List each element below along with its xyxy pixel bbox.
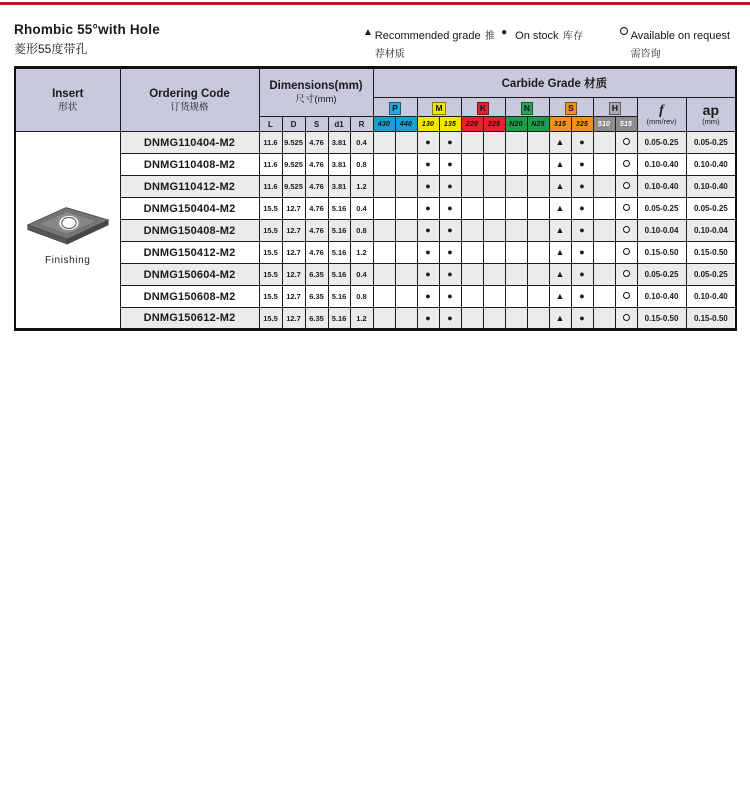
grade-mark-cell <box>549 220 571 242</box>
dimension-value-cell: 4.76 <box>305 154 328 176</box>
table-row <box>15 308 736 330</box>
grade-mark-cell <box>549 154 571 176</box>
grade-mark-cell <box>395 264 417 286</box>
grade-col-header: 325 <box>571 117 593 132</box>
grade-mark-cell <box>527 198 549 220</box>
grade-mark-cell <box>373 308 395 330</box>
dimension-value-cell: 15.5 <box>259 220 282 242</box>
top-accent-bar <box>0 2 750 5</box>
available-ring-icon <box>623 270 630 277</box>
grade-mark-cell <box>439 264 461 286</box>
grade-mark-cell <box>527 286 549 308</box>
feed-range-cell: 0.15-0.50 <box>637 308 686 330</box>
grade-mark-cell <box>615 220 637 242</box>
depth-range-cell: 0.05-0.25 <box>686 264 736 286</box>
on-stock-dot-icon: ● <box>579 269 585 279</box>
dimension-value-cell: 12.7 <box>282 286 305 308</box>
dimension-value-cell: 9.525 <box>282 154 305 176</box>
grade-mark-cell <box>571 220 593 242</box>
table-row <box>15 154 736 176</box>
grade-mark-cell <box>505 242 527 264</box>
grade-mark-cell <box>417 242 439 264</box>
grade-group-header-M <box>417 98 461 117</box>
grade-mark-cell <box>373 286 395 308</box>
grade-mark-cell <box>461 242 483 264</box>
title-block <box>14 22 160 57</box>
grade-mark-cell <box>483 220 505 242</box>
legend-label-zh: 需咨询 <box>630 49 661 60</box>
on-stock-dot-icon: ● <box>447 203 453 213</box>
grade-mark-cell <box>373 154 395 176</box>
col-header-dimensions: Dimensions(mm) 尺寸(mm) <box>259 68 373 117</box>
legend-item-on-stock <box>501 26 619 62</box>
grade-mark-cell <box>615 286 637 308</box>
on-stock-dot-icon: ● <box>425 312 431 323</box>
grade-mark-cell <box>527 220 549 242</box>
dimension-value-cell: 0.8 <box>350 154 373 176</box>
available-ring-icon <box>623 292 630 299</box>
grade-col-header: 515 <box>615 117 637 132</box>
grade-mark-cell <box>571 264 593 286</box>
dimension-value-cell: 5.16 <box>328 198 350 220</box>
on-stock-dot-icon: ● <box>425 203 431 213</box>
grade-letter-chip: M <box>432 102 445 115</box>
available-ring-icon <box>623 138 630 145</box>
dimension-value-cell: 15.5 <box>259 198 282 220</box>
dimension-value-cell: 12.7 <box>282 242 305 264</box>
grade-mark-cell <box>593 264 615 286</box>
grade-mark-cell <box>549 176 571 198</box>
grade-mark-cell <box>615 176 637 198</box>
feed-range-cell: 0.10-0.04 <box>637 220 686 242</box>
dimension-value-cell: 6.35 <box>305 264 328 286</box>
ordering-code-cell: DNMG150608-M2 <box>120 286 259 308</box>
ordering-code-cell: DNMG110404-M2 <box>120 132 259 154</box>
dimension-value-cell: 9.525 <box>282 132 305 154</box>
dimension-value-cell: 15.5 <box>259 286 282 308</box>
dimension-value-cell: 5.16 <box>328 264 350 286</box>
dimension-value-cell: 3.81 <box>328 154 350 176</box>
feed-range-cell: 0.05-0.25 <box>637 132 686 154</box>
feed-range-cell: 0.05-0.25 <box>637 198 686 220</box>
grade-letter-chip: N <box>521 102 533 115</box>
on-stock-dot-icon: ● <box>579 203 585 213</box>
grade-mark-cell <box>417 198 439 220</box>
table-row <box>15 176 736 198</box>
grade-mark-cell <box>395 220 417 242</box>
on-stock-dot-icon: ● <box>425 225 431 235</box>
grade-group-header-S <box>549 98 593 117</box>
on-stock-dot-icon: ● <box>447 137 453 147</box>
grade-mark-cell <box>483 176 505 198</box>
on-stock-dot-icon: ● <box>425 291 431 301</box>
table-row <box>15 286 736 308</box>
on-stock-dot-icon: ● <box>579 312 585 323</box>
grade-mark-cell <box>615 198 637 220</box>
grade-letter-chip: P <box>389 102 401 115</box>
dimension-value-cell: 4.76 <box>305 176 328 198</box>
dimension-value-cell: 4.76 <box>305 198 328 220</box>
grade-mark-cell <box>417 308 439 330</box>
grade-mark-cell <box>527 154 549 176</box>
grade-mark-cell <box>395 198 417 220</box>
grade-mark-cell <box>527 176 549 198</box>
recommended-triangle-icon: ▲ <box>555 269 565 279</box>
grade-mark-cell <box>483 264 505 286</box>
recommended-triangle-icon: ▲ <box>555 225 565 235</box>
ordering-code-cell: DNMG150408-M2 <box>120 220 259 242</box>
legend-label: On stock <box>515 30 559 42</box>
grade-mark-cell <box>395 154 417 176</box>
page-subtitle: 菱形55度带孔 <box>14 42 88 56</box>
dimension-value-cell: 15.5 <box>259 264 282 286</box>
dimension-value-cell: 1.2 <box>350 176 373 198</box>
grade-group-header-K <box>461 98 505 117</box>
grade-mark-cell <box>483 198 505 220</box>
grade-mark-cell <box>417 286 439 308</box>
grade-mark-cell <box>373 198 395 220</box>
grade-col-header: 430 <box>373 117 395 132</box>
grade-mark-cell <box>417 154 439 176</box>
grade-mark-cell <box>571 308 593 330</box>
grade-mark-cell <box>417 132 439 154</box>
depth-range-cell: 0.10-0.40 <box>686 176 736 198</box>
grade-mark-cell <box>395 286 417 308</box>
grade-mark-cell <box>461 264 483 286</box>
table-row <box>15 132 736 154</box>
grade-mark-cell <box>505 176 527 198</box>
grade-mark-cell <box>615 132 637 154</box>
dimension-value-cell: 12.7 <box>282 198 305 220</box>
recommended-triangle-icon: ▲ <box>555 159 565 169</box>
grade-mark-cell <box>439 308 461 330</box>
grade-mark-cell <box>615 308 637 330</box>
grade-mark-cell <box>615 264 637 286</box>
grade-mark-cell <box>593 242 615 264</box>
grade-mark-cell <box>461 132 483 154</box>
dimension-value-cell: 5.16 <box>328 220 350 242</box>
insert-catalog-table <box>14 66 737 331</box>
grade-col-header: 135 <box>439 117 461 132</box>
depth-range-cell: 0.05-0.25 <box>686 132 736 154</box>
grade-mark-cell <box>417 264 439 286</box>
ordering-code-cell: DNMG110412-M2 <box>120 176 259 198</box>
feed-range-cell: 0.15-0.50 <box>637 242 686 264</box>
dimension-value-cell: 0.8 <box>350 286 373 308</box>
grade-mark-cell <box>483 242 505 264</box>
ordering-code-cell: DNMG150604-M2 <box>120 264 259 286</box>
depth-range-cell: 0.10-0.40 <box>686 286 736 308</box>
grade-mark-cell <box>593 176 615 198</box>
on-stock-dot-icon: ● <box>447 159 453 169</box>
on-stock-dot-icon: ● <box>447 269 453 279</box>
table-row <box>15 242 736 264</box>
dimension-value-cell: 9.525 <box>282 176 305 198</box>
grade-mark-cell <box>549 308 571 330</box>
grade-mark-cell <box>571 198 593 220</box>
dimension-value-cell: 6.35 <box>305 308 328 330</box>
grade-mark-cell <box>505 286 527 308</box>
feed-range-cell: 0.05-0.25 <box>637 264 686 286</box>
legend-label-zh: 推荐材质 <box>374 31 496 60</box>
on-stock-dot-icon: ● <box>579 225 585 235</box>
grade-mark-cell <box>549 286 571 308</box>
on-stock-dot-icon: ● <box>579 159 585 169</box>
rhombic-insert-icon <box>22 195 114 249</box>
available-ring-icon <box>623 248 630 255</box>
grade-mark-cell <box>505 198 527 220</box>
dimension-value-cell: 0.4 <box>350 132 373 154</box>
grade-mark-cell <box>571 286 593 308</box>
dimension-value-cell: 0.4 <box>350 264 373 286</box>
grade-mark-cell <box>417 220 439 242</box>
grade-mark-cell <box>615 154 637 176</box>
available-ring-icon <box>623 314 630 321</box>
grade-mark-cell <box>549 132 571 154</box>
dimension-col-header: R <box>350 117 373 132</box>
grade-mark-cell <box>505 220 527 242</box>
dimension-value-cell: 4.76 <box>305 242 328 264</box>
on-stock-dot-icon: ● <box>501 27 508 38</box>
grade-mark-cell <box>615 242 637 264</box>
grade-letter-chip: H <box>609 102 621 115</box>
grade-mark-cell <box>505 154 527 176</box>
dimension-value-cell: 5.16 <box>328 286 350 308</box>
depth-range-cell: 0.10-0.40 <box>686 154 736 176</box>
on-stock-dot-icon: ● <box>447 181 453 191</box>
depth-range-cell: 0.15-0.50 <box>686 242 736 264</box>
dimension-col-header: d1 <box>328 117 350 132</box>
feed-range-cell: 0.10-0.40 <box>637 286 686 308</box>
grade-mark-cell <box>505 132 527 154</box>
grade-mark-cell <box>549 264 571 286</box>
legend-item-available <box>620 26 736 62</box>
on-stock-dot-icon: ● <box>425 137 431 147</box>
grade-mark-cell <box>593 308 615 330</box>
grade-mark-cell <box>527 132 549 154</box>
dimension-value-cell: 5.16 <box>328 308 350 330</box>
grade-mark-cell <box>373 132 395 154</box>
grade-mark-cell <box>439 242 461 264</box>
grade-mark-cell <box>461 308 483 330</box>
dimension-value-cell: 4.76 <box>305 132 328 154</box>
grade-col-header: 130 <box>417 117 439 132</box>
grade-mark-cell <box>461 154 483 176</box>
grade-mark-cell <box>527 242 549 264</box>
grade-mark-cell <box>395 242 417 264</box>
insert-style-label: Finishing <box>45 254 91 266</box>
available-ring-icon <box>623 204 630 211</box>
grade-mark-cell <box>593 154 615 176</box>
grade-mark-cell <box>395 132 417 154</box>
available-ring-icon <box>623 226 630 233</box>
grade-col-header: 510 <box>593 117 615 132</box>
dimension-value-cell: 12.7 <box>282 264 305 286</box>
recommended-triangle-icon: ▲ <box>555 137 565 147</box>
dimension-value-cell: 11.6 <box>259 132 282 154</box>
on-stock-dot-icon: ● <box>425 269 431 279</box>
grade-mark-cell <box>439 176 461 198</box>
depth-range-cell: 0.05-0.25 <box>686 198 736 220</box>
grade-mark-cell <box>373 264 395 286</box>
ordering-code-cell: DNMG150404-M2 <box>120 198 259 220</box>
header-row-main <box>15 68 736 98</box>
on-stock-dot-icon: ● <box>579 247 585 257</box>
on-stock-dot-icon: ● <box>425 181 431 191</box>
dimension-value-cell: 6.35 <box>305 286 328 308</box>
grade-mark-cell <box>527 308 549 330</box>
grade-mark-cell <box>395 308 417 330</box>
ordering-code-cell: DNMG150412-M2 <box>120 242 259 264</box>
grade-mark-cell <box>549 198 571 220</box>
dimension-value-cell: 12.7 <box>282 220 305 242</box>
ordering-code-cell: DNMG150612-M2 <box>120 308 259 330</box>
dimension-value-cell: 12.7 <box>282 308 305 330</box>
dimension-col-header: S <box>305 117 328 132</box>
grade-mark-cell <box>461 220 483 242</box>
col-header-insert: Insert 形状 <box>15 68 120 132</box>
dimension-value-cell: 3.81 <box>328 176 350 198</box>
on-stock-dot-icon: ● <box>447 312 453 323</box>
legend-label-zh: 库存 <box>563 31 583 42</box>
recommended-triangle-icon: ▲ <box>363 27 373 38</box>
grade-mark-cell <box>483 308 505 330</box>
grade-mark-cell <box>439 286 461 308</box>
feed-range-cell: 0.10-0.40 <box>637 176 686 198</box>
grade-mark-cell <box>593 198 615 220</box>
legend-item-recommended <box>363 26 501 62</box>
grade-mark-cell <box>483 154 505 176</box>
grade-mark-cell <box>571 242 593 264</box>
table-row <box>15 220 736 242</box>
dimension-value-cell: 5.16 <box>328 242 350 264</box>
dimension-value-cell: 3.81 <box>328 132 350 154</box>
col-header-carbide-grade: Carbide Grade 材质 <box>373 68 736 98</box>
dimension-col-header: L <box>259 117 282 132</box>
grade-col-header: 225 <box>483 117 505 132</box>
on-stock-dot-icon: ● <box>425 159 431 169</box>
grade-mark-cell <box>439 154 461 176</box>
grade-letter-chip: K <box>477 102 489 115</box>
dimension-value-cell: 15.5 <box>259 242 282 264</box>
recommended-triangle-icon: ▲ <box>555 203 565 213</box>
col-header-ordering-code: Ordering Code 订货规格 <box>120 68 259 132</box>
grade-col-header: 440 <box>395 117 417 132</box>
available-ring-icon <box>620 26 631 39</box>
grade-col-header: N20 <box>505 117 527 132</box>
available-ring-icon <box>623 160 630 167</box>
grade-mark-cell <box>483 132 505 154</box>
page-title: Rhombic 55°with Hole <box>14 22 160 37</box>
on-stock-dot-icon: ● <box>425 247 431 257</box>
col-header-ap: ap (mm) <box>686 98 736 132</box>
grade-mark-cell <box>461 198 483 220</box>
legend-label: Available on request <box>630 30 731 42</box>
on-stock-dot-icon: ● <box>447 291 453 301</box>
on-stock-dot-icon: ● <box>579 291 585 301</box>
on-stock-dot-icon: ● <box>579 181 585 191</box>
grade-mark-cell <box>373 220 395 242</box>
dimension-value-cell: 15.5 <box>259 308 282 330</box>
grade-mark-cell <box>439 198 461 220</box>
legend-label: Recommended grade <box>374 30 481 42</box>
grade-mark-cell <box>439 220 461 242</box>
dimension-value-cell: 1.2 <box>350 242 373 264</box>
grade-mark-cell <box>439 132 461 154</box>
on-stock-dot-icon: ● <box>447 225 453 235</box>
grade-letter-chip: S <box>565 102 577 115</box>
grade-mark-cell <box>593 286 615 308</box>
grade-mark-cell <box>395 176 417 198</box>
dimension-value-cell: 4.76 <box>305 220 328 242</box>
recommended-triangle-icon: ▲ <box>555 181 565 191</box>
table-row <box>15 198 736 220</box>
dimension-value-cell: 11.6 <box>259 176 282 198</box>
feed-range-cell: 0.10-0.40 <box>637 154 686 176</box>
grade-mark-cell <box>505 264 527 286</box>
depth-range-cell: 0.10-0.04 <box>686 220 736 242</box>
grade-mark-cell <box>571 154 593 176</box>
grade-mark-cell <box>505 308 527 330</box>
recommended-triangle-icon: ▲ <box>555 291 565 301</box>
col-header-f: f (mm/rev) <box>637 98 686 132</box>
grade-mark-cell <box>571 132 593 154</box>
table-row <box>15 264 736 286</box>
dimension-value-cell: 0.8 <box>350 220 373 242</box>
grade-mark-cell <box>593 132 615 154</box>
dimension-value-cell: 11.6 <box>259 154 282 176</box>
legend <box>363 26 736 62</box>
ordering-code-cell: DNMG110408-M2 <box>120 154 259 176</box>
grade-mark-cell <box>373 176 395 198</box>
grade-mark-cell <box>461 176 483 198</box>
on-stock-dot-icon: ● <box>447 247 453 257</box>
on-stock-dot-icon: ● <box>579 137 585 147</box>
depth-range-cell: 0.15-0.50 <box>686 308 736 330</box>
grade-col-header: 315 <box>549 117 571 132</box>
grade-mark-cell <box>373 242 395 264</box>
grade-group-header-H <box>593 98 637 117</box>
grade-mark-cell <box>593 220 615 242</box>
dimension-value-cell: 1.2 <box>350 308 373 330</box>
insert-image-cell <box>15 132 120 330</box>
available-ring-icon <box>623 182 630 189</box>
grade-mark-cell <box>461 286 483 308</box>
dimension-col-header: D <box>282 117 305 132</box>
grade-mark-cell <box>549 242 571 264</box>
grade-group-header-N <box>505 98 549 117</box>
grade-col-header: 220 <box>461 117 483 132</box>
grade-mark-cell <box>527 264 549 286</box>
grade-mark-cell <box>571 176 593 198</box>
table-body <box>15 132 736 330</box>
insert-shape-preview <box>16 195 120 266</box>
grade-col-header: N25 <box>527 117 549 132</box>
grade-group-header-P <box>373 98 417 117</box>
recommended-triangle-icon: ▲ <box>555 247 565 257</box>
grade-mark-cell <box>483 286 505 308</box>
recommended-triangle-icon: ▲ <box>555 312 565 323</box>
dimension-value-cell: 0.4 <box>350 198 373 220</box>
grade-mark-cell <box>417 176 439 198</box>
